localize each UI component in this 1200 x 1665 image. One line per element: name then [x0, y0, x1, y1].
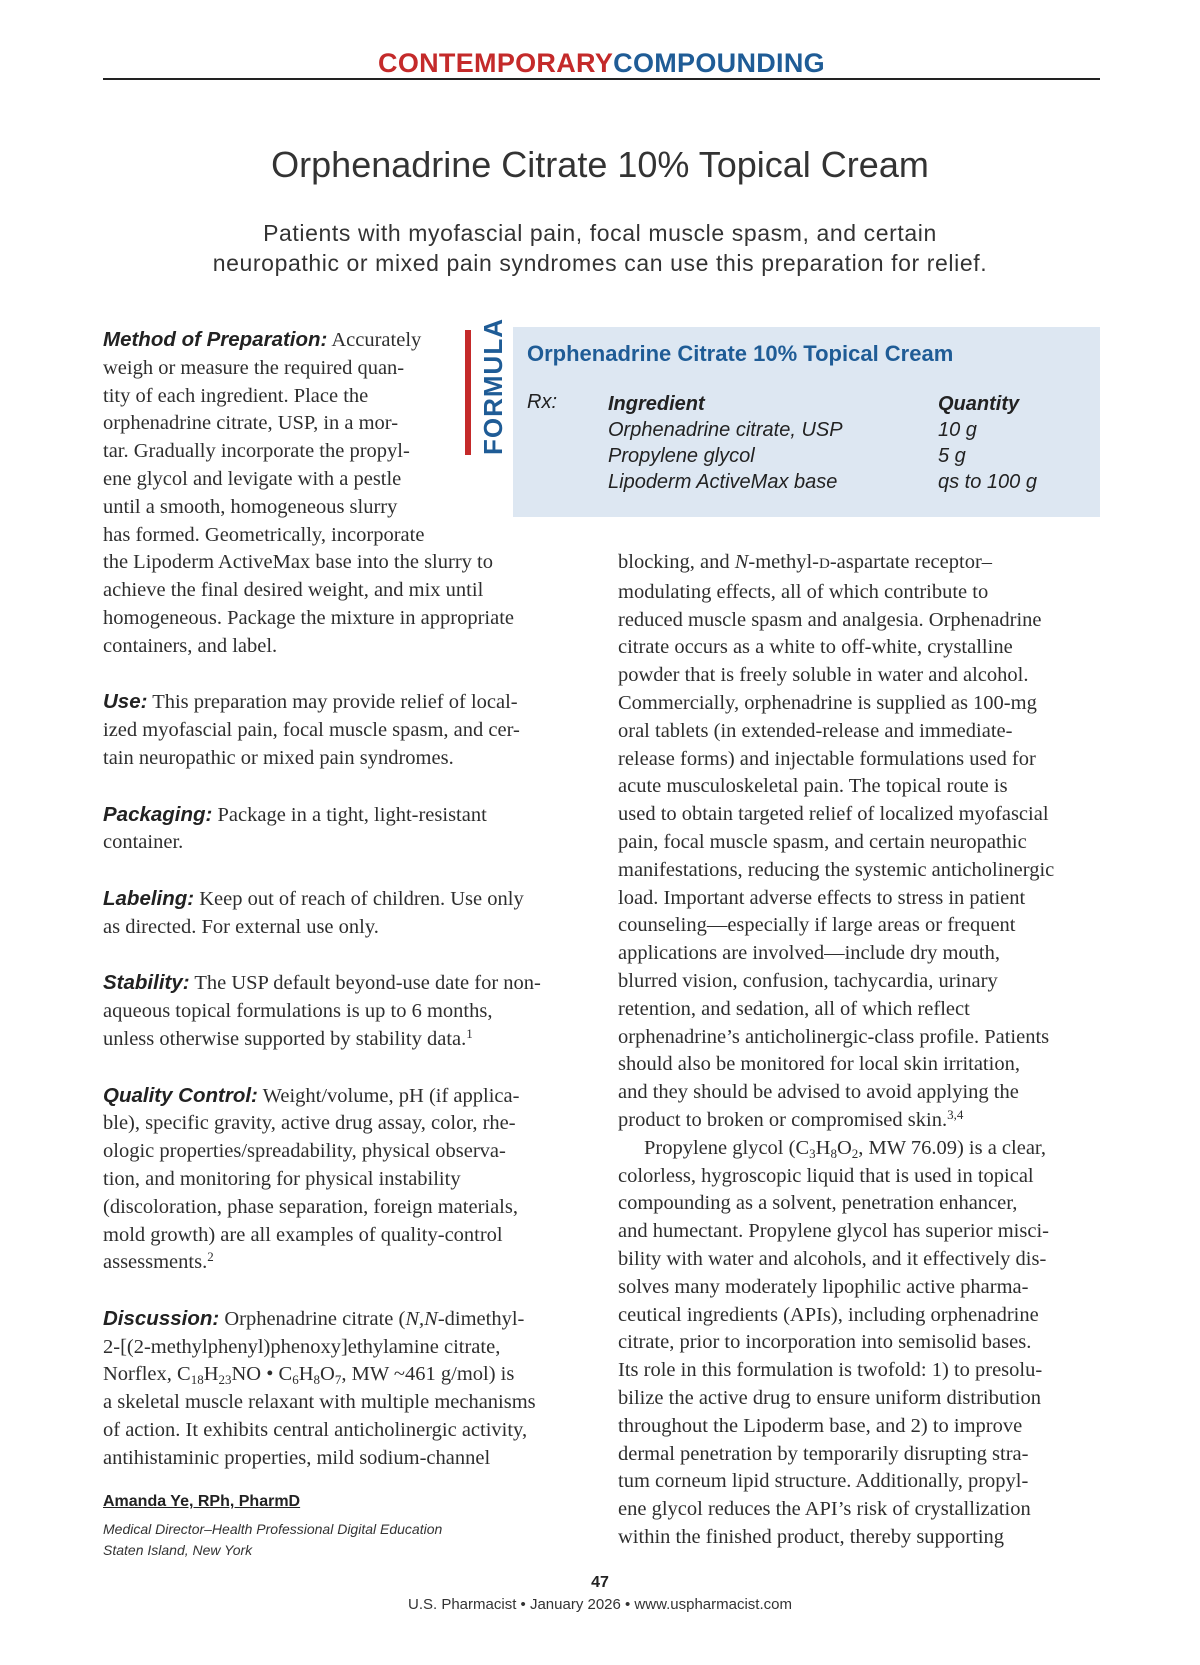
text-line: manifestations, reducing the systemic anticholinergic [618, 858, 1055, 881]
text-line: load. Important adverse effects to stress in patient [618, 886, 1026, 909]
text-line: bility with water and alcohols, and it effectively dis- [618, 1247, 1047, 1270]
text-line: powder that is freely soluble in water and alcohol. [618, 664, 1029, 687]
text-line [103, 329, 421, 351]
page-number: 47 [591, 1574, 609, 1591]
table-row [608, 469, 1037, 495]
text-line: assessments. [103, 1251, 208, 1274]
table-row [608, 443, 1037, 469]
text-span: Norflex, C [103, 1363, 191, 1386]
col-ingredient: Ingredient [608, 393, 705, 415]
text-line: acute musculoskeletal pain. The topical route is [618, 775, 1008, 798]
text-span: Propylene glycol (C [644, 1136, 810, 1159]
packaging-paragraph [103, 801, 583, 858]
subtitle-line: Patients with myofascial pain, focal muscle spasm, and certain [263, 220, 937, 246]
text-line: ologic properties/spreadability, physical observa- [103, 1140, 506, 1163]
header-word-contemporary: CONTEMPORARY [378, 48, 614, 78]
left-column [103, 318, 583, 1473]
text-span: Package in a tight, light-resistant [212, 803, 487, 826]
text-line: antihistaminic properties, mild sodium-channel [103, 1446, 491, 1469]
quality-control-label: Quality Control: [103, 1083, 258, 1107]
text-line: product to broken or compromised skin. [618, 1108, 948, 1131]
subscript: 8 [830, 1145, 837, 1161]
subtitle-line: neuropathic or mixed pain syndromes can use this preparation for relief. [212, 250, 988, 276]
text-line: container. [103, 831, 184, 854]
method-label: Method of Preparation: [103, 328, 328, 351]
text-span: H [298, 1363, 314, 1386]
author-role: Medical Director–Health Professional Digital Education [103, 1521, 443, 1537]
labeling-paragraph [103, 885, 583, 942]
formula-box [513, 327, 1100, 517]
text-line: as directed. For external use only. [103, 915, 379, 938]
text-line: has formed. Geometrically, incorporate [103, 523, 425, 546]
text-span: H [203, 1363, 219, 1386]
text-line: containers, and label. [103, 634, 278, 657]
text-span: blocking, and [618, 551, 735, 573]
text-line: used to obtain targeted relief of localized myofascial [618, 803, 1049, 826]
italic-span: N,N [405, 1307, 438, 1330]
ingredient-cell: Lipoderm ActiveMax base [608, 471, 838, 493]
ingredient-cell: Propylene glycol [608, 445, 755, 467]
text-line: ceutical ingredients (APIs), including orphenadrine [618, 1303, 1039, 1326]
text-line: and humectant. Propylene glycol has superior misci- [618, 1220, 1049, 1243]
discussion-label: Discussion: [103, 1306, 220, 1330]
small-caps-span: D [819, 556, 830, 572]
rx-label: Rx: [527, 391, 557, 413]
labeling-label: Labeling: [103, 886, 195, 910]
text-line [618, 551, 992, 573]
text-line: weigh or measure the required quan- [103, 356, 405, 379]
text-line: solves many moderately lipophilic active pharma- [618, 1275, 1029, 1298]
text-line: pain, focal muscle spasm, and certain neuropathic [618, 830, 1027, 853]
subscript: 2 [851, 1145, 859, 1161]
discussion-paragraph [103, 1305, 583, 1473]
formula-side-label: FORMULA [478, 318, 508, 455]
text-line: compounding as a solvent, penetration enhancer, [618, 1192, 1018, 1215]
text-span: -aspartate receptor– [829, 551, 993, 573]
use-label: Use: [103, 690, 148, 714]
quantity-cell: 10 g [938, 419, 977, 441]
col-quantity: Quantity [938, 393, 1020, 415]
text-line: oral tablets (in extended-release and immediate- [618, 719, 1013, 742]
text-span: Keep out of reach of children. Use only [194, 887, 524, 910]
subscript: 7 [334, 1372, 342, 1388]
formula-table [608, 391, 1037, 495]
text-line: tain neuropathic or mixed pain syndromes. [103, 746, 454, 769]
text-line: counseling—especially if large areas or frequent [618, 914, 1016, 937]
italic-span: N [734, 551, 749, 573]
text-line: unless otherwise supported by stability data. [103, 1027, 467, 1050]
text-line: orphenadrine citrate, USP, in a mor- [103, 412, 399, 435]
text-line: ble), specific gravity, active drug assay, color, rhe- [103, 1112, 516, 1135]
header-word-compounding: COMPOUNDING [613, 48, 825, 78]
text-line: release forms) and injectable formulations used for [618, 747, 1036, 770]
subscript: 6 [292, 1372, 299, 1388]
quality-control-paragraph [103, 1082, 583, 1278]
text-line: retention, and sedation, all of which reflect [618, 997, 970, 1020]
text-line: tum corneum lipid structure. Additionally, propyl- [618, 1470, 1029, 1493]
right-paragraph-2 [618, 1135, 1100, 1552]
text-line: orphenadrine’s anticholinergic-class profile. Patients [618, 1025, 1050, 1048]
text-line: dermal penetration by temporarily disrupting stra- [618, 1442, 1029, 1465]
text-line: blurred vision, confusion, tachycardia, urinary [618, 969, 998, 992]
stability-label: Stability: [103, 971, 190, 995]
text-line: tity of each ingredient. Place the [103, 384, 369, 407]
formula-header-row [608, 391, 1037, 417]
text-line: aqueous topical formulations is up to 6 months, [103, 1000, 493, 1023]
reference-mark: 1 [466, 1025, 473, 1041]
section-header [103, 48, 1100, 80]
reference-mark: 3,4 [947, 1106, 964, 1122]
text-line: Its role in this formulation is twofold: 1) to presolu- [618, 1359, 1043, 1382]
text-line: should also be monitored for local skin irritation, [618, 1053, 1020, 1076]
text-span: -dimethyl- [437, 1307, 525, 1330]
text-line: tion, and monitoring for physical instability [103, 1167, 461, 1190]
text-line: citrate occurs as a white to off-white, crystalline [618, 636, 1013, 659]
text-line: bilize the active drug to ensure uniform distribution [618, 1386, 1041, 1409]
author-name: Amanda Ye, RPh, PharmD [103, 1493, 301, 1510]
subscript: 23 [218, 1372, 232, 1388]
text-line: Commercially, orphenadrine is supplied as 100-mg [618, 691, 1037, 714]
text-line: (discoloration, phase separation, foreign materials, [103, 1195, 518, 1218]
text-span: , MW ~461 g/mol) is [341, 1363, 515, 1386]
text-line: and they should be advised to avoid applying the [618, 1081, 1019, 1104]
packaging-label: Packaging: [103, 802, 213, 826]
text-line: modulating effects, all of which contribute to [618, 580, 989, 603]
text-line: achieve the final desired weight, and mix until [103, 579, 484, 602]
text-line: citrate, prior to incorporation into semisolid bases. [618, 1331, 1032, 1354]
table-row [608, 417, 1037, 443]
text-line: until a smooth, homogeneous slurry [103, 495, 398, 518]
article-subtitle [120, 218, 1080, 278]
text-line: applications are involved—include dry mouth, [618, 942, 1001, 965]
text-span: The USP default beyond-use date for non- [189, 972, 541, 995]
text-line: of action. It exhibits central anticholinergic activity, [103, 1419, 528, 1442]
text-line: the Lipoderm ActiveMax base into the slurry to [103, 551, 493, 574]
text-span: Orphenadrine citrate ( [219, 1307, 406, 1330]
right-column [618, 549, 1100, 1552]
text-span: Weight/volume, pH (if applica- [257, 1084, 520, 1107]
subscript: 8 [313, 1372, 321, 1388]
text-span: NO • C [231, 1363, 293, 1386]
text-line: 2-[(2-methylphenyl)phenoxy]ethylamine citrate, [103, 1335, 501, 1358]
quantity-cell: qs to 100 g [938, 471, 1037, 493]
use-paragraph [103, 688, 583, 772]
text-line: colorless, hygroscopic liquid that is used in topical [618, 1164, 1034, 1187]
text-line: reduced muscle spasm and analgesia. Orphenadrine [618, 608, 1042, 631]
text-span: -methyl- [748, 551, 819, 573]
formula-line [103, 1363, 515, 1388]
right-paragraph-1 [618, 549, 1100, 1135]
subscript: 18 [190, 1372, 204, 1388]
text-line: ene glycol reduces the API’s risk of crystallization [618, 1498, 1031, 1521]
text-line: a skeletal muscle relaxant with multiple mechanisms [103, 1391, 536, 1414]
reference-mark: 2 [207, 1249, 214, 1265]
text-line: ized myofascial pain, focal muscle spasm, and cer- [103, 719, 520, 742]
text-line: ene glycol and levigate with a pestle [103, 467, 402, 490]
author-location: Staten Island, New York [103, 1542, 253, 1558]
formula-title: Orphenadrine Citrate 10% Topical Cream [527, 341, 954, 366]
text-span: , MW 76.09) is a clear, [858, 1136, 1047, 1159]
formula-line [644, 1137, 1046, 1159]
text-span: This preparation may provide relief of local- [147, 691, 518, 714]
text-span: H [815, 1136, 831, 1159]
text-line: mold growth) are all examples of quality-control [103, 1223, 503, 1246]
stability-paragraph [103, 969, 583, 1053]
method-paragraph [103, 318, 583, 661]
text-line: within the finished product, thereby supporting [618, 1525, 1005, 1548]
ingredient-cell: Orphenadrine citrate, USP [608, 419, 843, 441]
text-span: O [836, 1136, 852, 1159]
text-span: O [320, 1363, 335, 1386]
article-title: Orphenadrine Citrate 10% Topical Cream [271, 144, 929, 185]
subscript: 3 [809, 1145, 816, 1161]
text-span: Accurately [327, 329, 422, 351]
text-line: homogeneous. Package the mixture in appropriate [103, 606, 515, 629]
text-line: tar. Gradually incorporate the propyl- [103, 440, 410, 463]
quantity-cell: 5 g [938, 445, 966, 467]
text-line: throughout the Lipoderm base, and 2) to improve [618, 1414, 1023, 1437]
page-footer: U.S. Pharmacist • January 2026 • www.uspharmacist.com [408, 1596, 792, 1613]
